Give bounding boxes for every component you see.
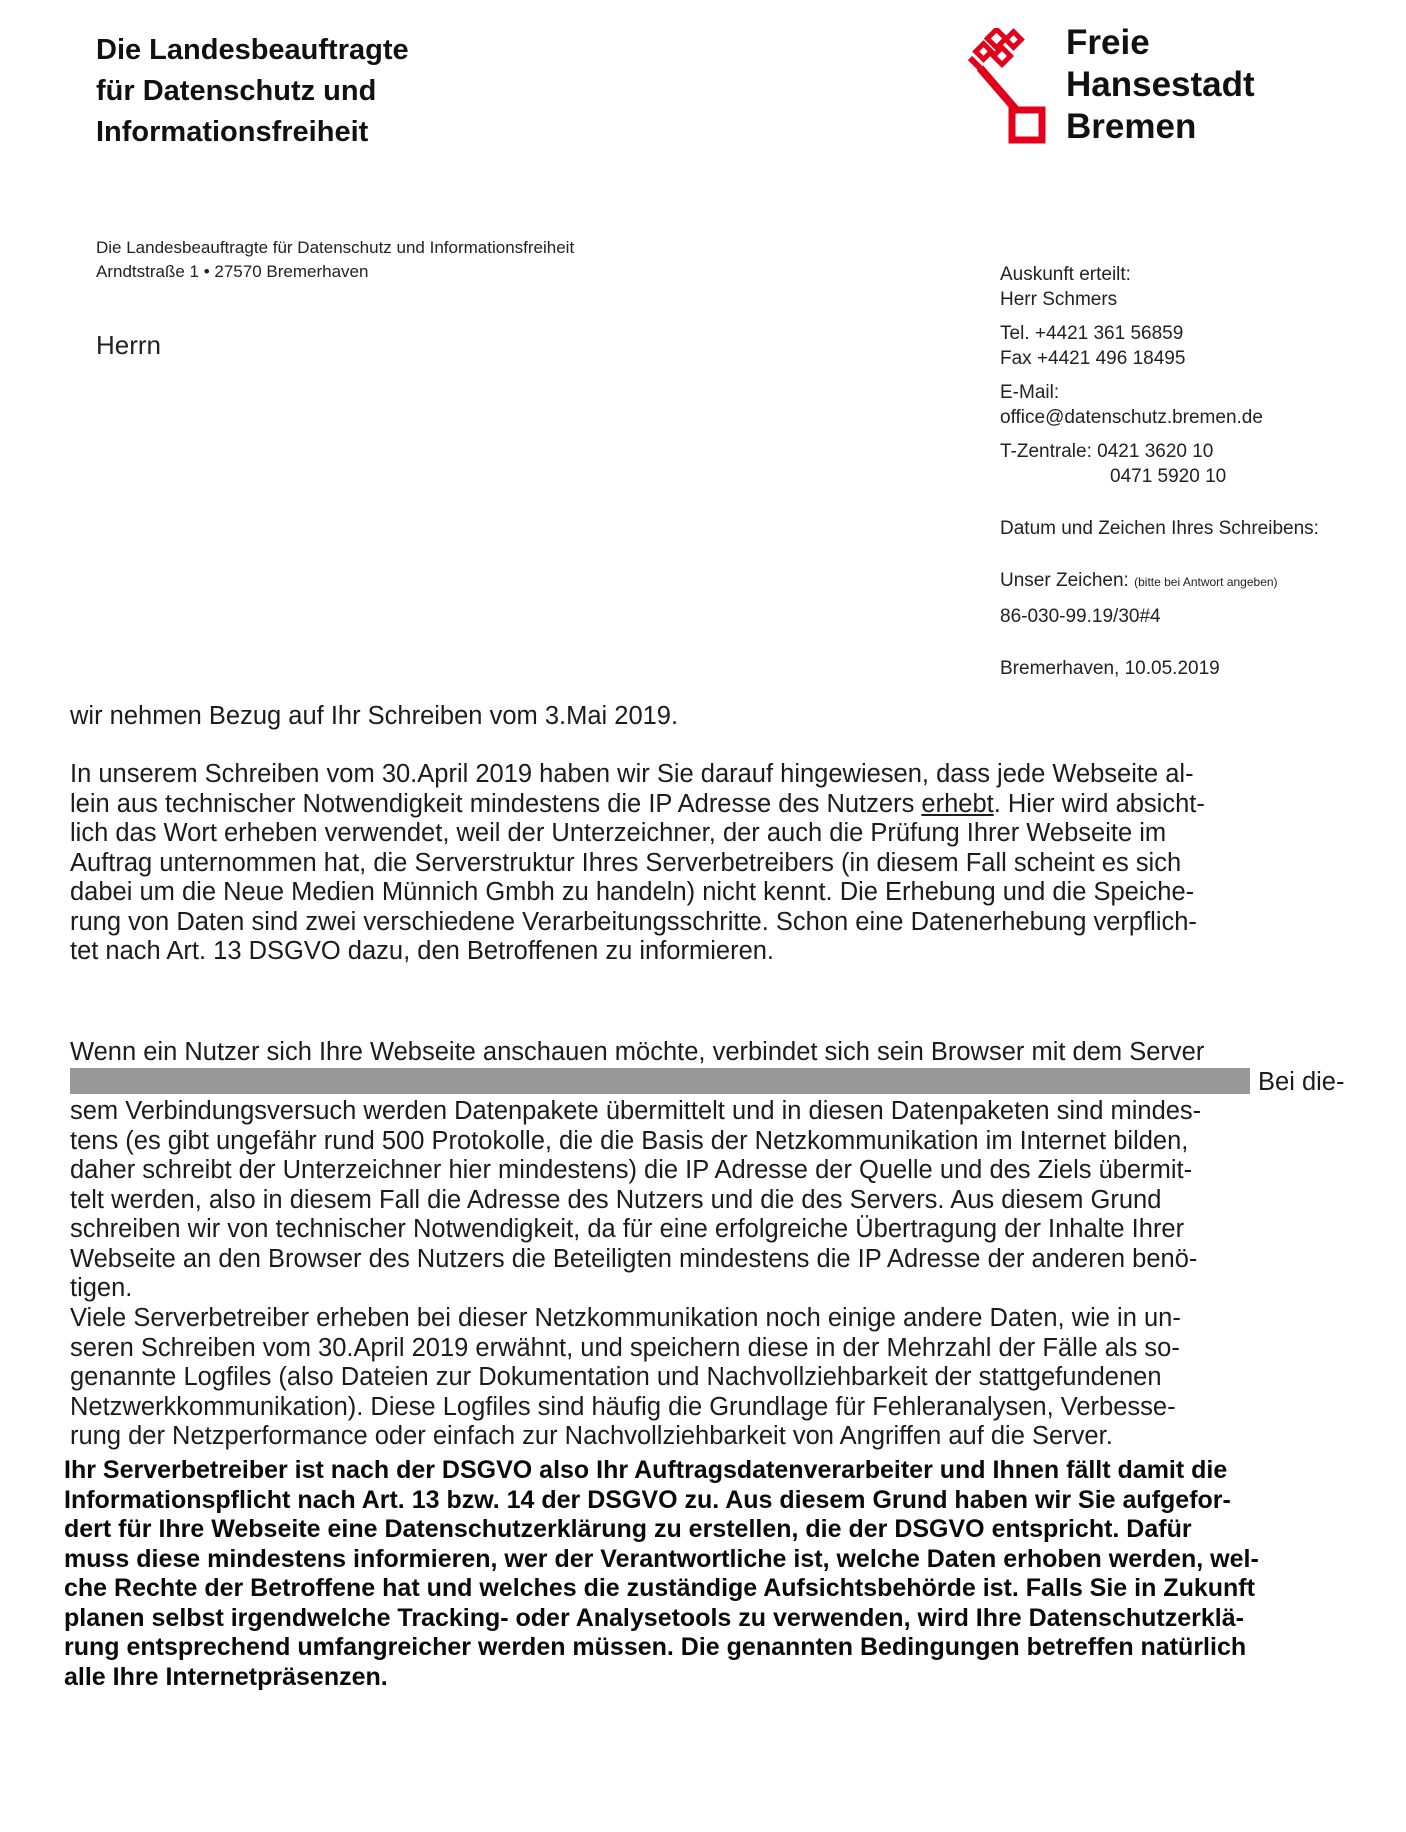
city-line: Bremen xyxy=(1066,107,1197,146)
our-ref-row xyxy=(1000,568,1319,595)
text-line: tet nach Art. 13 DSGVO dazu, den Betroffenen zu informieren. xyxy=(70,937,775,965)
central-phone-second: 0471 5920 10 xyxy=(1110,466,1227,487)
text-line: rung der Netzperformance oder einfach zur Nachvollziehbarkeit von Angriffen auf die Server. xyxy=(70,1422,1113,1450)
text-line: Auftrag unternommen hat, die Serverstruktur Ihres Serverbetreibers (in diesem Fall scheint es sich xyxy=(70,848,1182,877)
text-line: Viele Serverbetreiber erheben bei dieser Netzkommunikation noch einige andere Daten, wie in un- xyxy=(70,1304,1181,1332)
text-line: Ihr Serverbetreiber ist nach der DSGVO also Ihr Auftragsdatenverarbeiter und Ihnen fällt damit die xyxy=(64,1456,1228,1484)
our-ref: 86-030-99.19/30#4 xyxy=(1000,606,1161,627)
text-line xyxy=(70,790,1360,820)
our-ref-label: Unser Zeichen: xyxy=(1000,570,1129,591)
text-line: lich das Wort erheben verwendet, weil der Unterzeichner, der auch die Prüfung Ihrer Webseite im xyxy=(70,819,1167,847)
city-line: Freie xyxy=(1066,23,1150,62)
place-date: Bremerhaven, 10.05.2019 xyxy=(1000,658,1220,679)
text-line: In unserem Schreiben vom 30.April 2019 haben wir Sie darauf hingewiesen, dass jede Webseite al- xyxy=(70,760,1194,788)
text-line: schreiben wir von technischer Notwendigkeit, da für eine erfolgreiche Übertragung der Inhalte Ihrer xyxy=(70,1215,1185,1243)
text-line: rung von Daten sind zwei verschiedene Verarbeitungsschritte. Schon eine Datenerhebung verpflich- xyxy=(70,907,1197,936)
sender-line: Arndtstraße 1 • 27570 Bremerhaven xyxy=(96,262,369,281)
text-line: sem Verbindungsversuch werden Datenpakete übermittelt und in diesen Datenpaketen sind mindes- xyxy=(70,1097,1202,1125)
text-line: dabei um die Neue Medien Münnich Gmbh zu handeln) nicht kennt. Die Erhebung und die Speiche- xyxy=(70,878,1195,906)
text-line: alle Ihre Internetpräsenzen. xyxy=(64,1662,388,1691)
paragraph-4 xyxy=(64,1456,1364,1692)
text-segment: Bei die- xyxy=(1258,1067,1345,1096)
contact-sidebar xyxy=(1000,262,1319,681)
text-line: telt werden, also in diesem Fall die Adresse des Nutzers und die des Servers. Aus diesem Grund xyxy=(70,1185,1162,1214)
text-line: Informationspflicht nach Art. 13 bzw. 14 der DSGVO zu. Aus diesem Grund haben wir Sie aufgefor- xyxy=(64,1485,1231,1514)
info-label: Auskunft erteilt: xyxy=(1000,264,1131,285)
text-line: seren Schreiben vom 30.April 2019 erwähnt, und speichern diese in der Mehrzahl der Fälle als so- xyxy=(70,1333,1180,1362)
paragraph-2 xyxy=(70,1038,1360,1304)
underlined-word: erhebt xyxy=(921,789,994,818)
text-line xyxy=(70,1068,1360,1098)
text-line: dert für Ihre Webseite eine Datenschutzerklärung zu erstellen, die der DSGVO entspricht. Dafür xyxy=(64,1515,1192,1543)
email-address: office@datenschutz.bremen.de xyxy=(1000,407,1263,428)
sender-line: Die Landesbeauftragte für Datenschutz und Informationsfreiheit xyxy=(96,238,575,257)
central-phone: T-Zentrale: 0421 3620 10 xyxy=(1000,441,1214,462)
fax-number: Fax +4421 496 18495 xyxy=(1000,348,1186,369)
text-line: daher schreibt der Unterzeichner hier mindestens) die IP Adresse der Quelle und des Ziels übermit- xyxy=(70,1156,1193,1184)
text-segment: lein aus technischer Notwendigkeit mindestens die IP Adresse des Nutzers xyxy=(70,789,922,818)
text-line: genannte Logfiles (also Dateien zur Dokumentation und Nachvollziehbarkeit der stattgefundenen xyxy=(70,1363,1162,1391)
text-line: Webseite an den Browser des Nutzers die Beteiligten mindestens die IP Adresse der anderen benö- xyxy=(70,1244,1198,1273)
intro-line: wir nehmen Bezug auf Ihr Schreiben vom 3.Mai 2019. xyxy=(70,702,679,730)
text-line: planen selbst irgendwelche Tracking- oder Analysetools zu verwenden, wird Ihre Datenschutzerklä- xyxy=(64,1603,1244,1632)
authority-line: Informationsfreiheit xyxy=(96,116,369,148)
text-line: tigen. xyxy=(70,1274,133,1302)
paragraph-3 xyxy=(70,1304,1360,1452)
your-ref-label: Datum und Zeichen Ihres Schreibens: xyxy=(1000,518,1319,539)
authority-line: für Datenschutz und xyxy=(96,75,377,107)
paragraph-1 xyxy=(70,760,1360,967)
text-line: che Rechte der Betroffene hat und welches die zuständige Aufsichtsbehörde ist. Falls Sie in Zukunft xyxy=(64,1574,1255,1602)
text-line: Netzwerkkommunikation). Diese Logfiles sind häufig die Grundlage für Fehleranalysen, Verbesse- xyxy=(70,1392,1176,1421)
text-line: muss diese mindestens informieren, wer der Verantwortliche ist, welche Daten erhoben werden, wel- xyxy=(64,1544,1259,1573)
city-name xyxy=(1066,22,1255,148)
recipient-salutation: Herrn xyxy=(96,330,162,360)
text-segment: . Hier wird absicht- xyxy=(993,789,1205,818)
letter-intro xyxy=(70,702,1360,732)
city-line: Hansestadt xyxy=(1066,65,1255,104)
authority-name xyxy=(96,30,409,153)
text-line: Wenn ein Nutzer sich Ihre Webseite anschauen möchte, verbindet sich sein Browser mit dem Server xyxy=(70,1038,1205,1066)
authority-line: Die Landesbeauftragte xyxy=(96,34,409,66)
bremen-key-icon xyxy=(968,28,1048,146)
sender-address xyxy=(96,236,574,284)
our-ref-note: (bitte bei Antwort angeben) xyxy=(1134,575,1278,589)
redaction-bar xyxy=(70,1068,1250,1094)
text-line: rung entsprechend umfangreicher werden müssen. Die genannten Bedingungen betreffen natürlich xyxy=(64,1633,1247,1661)
tel-number: Tel. +4421 361 56859 xyxy=(1000,323,1184,344)
email-label: E-Mail: xyxy=(1000,382,1060,403)
text-line: tens (es gibt ungefähr rund 500 Protokolle, die die Basis der Netzkommunikation im Internet bilden, xyxy=(70,1126,1189,1155)
contact-person: Herr Schmers xyxy=(1000,289,1118,310)
